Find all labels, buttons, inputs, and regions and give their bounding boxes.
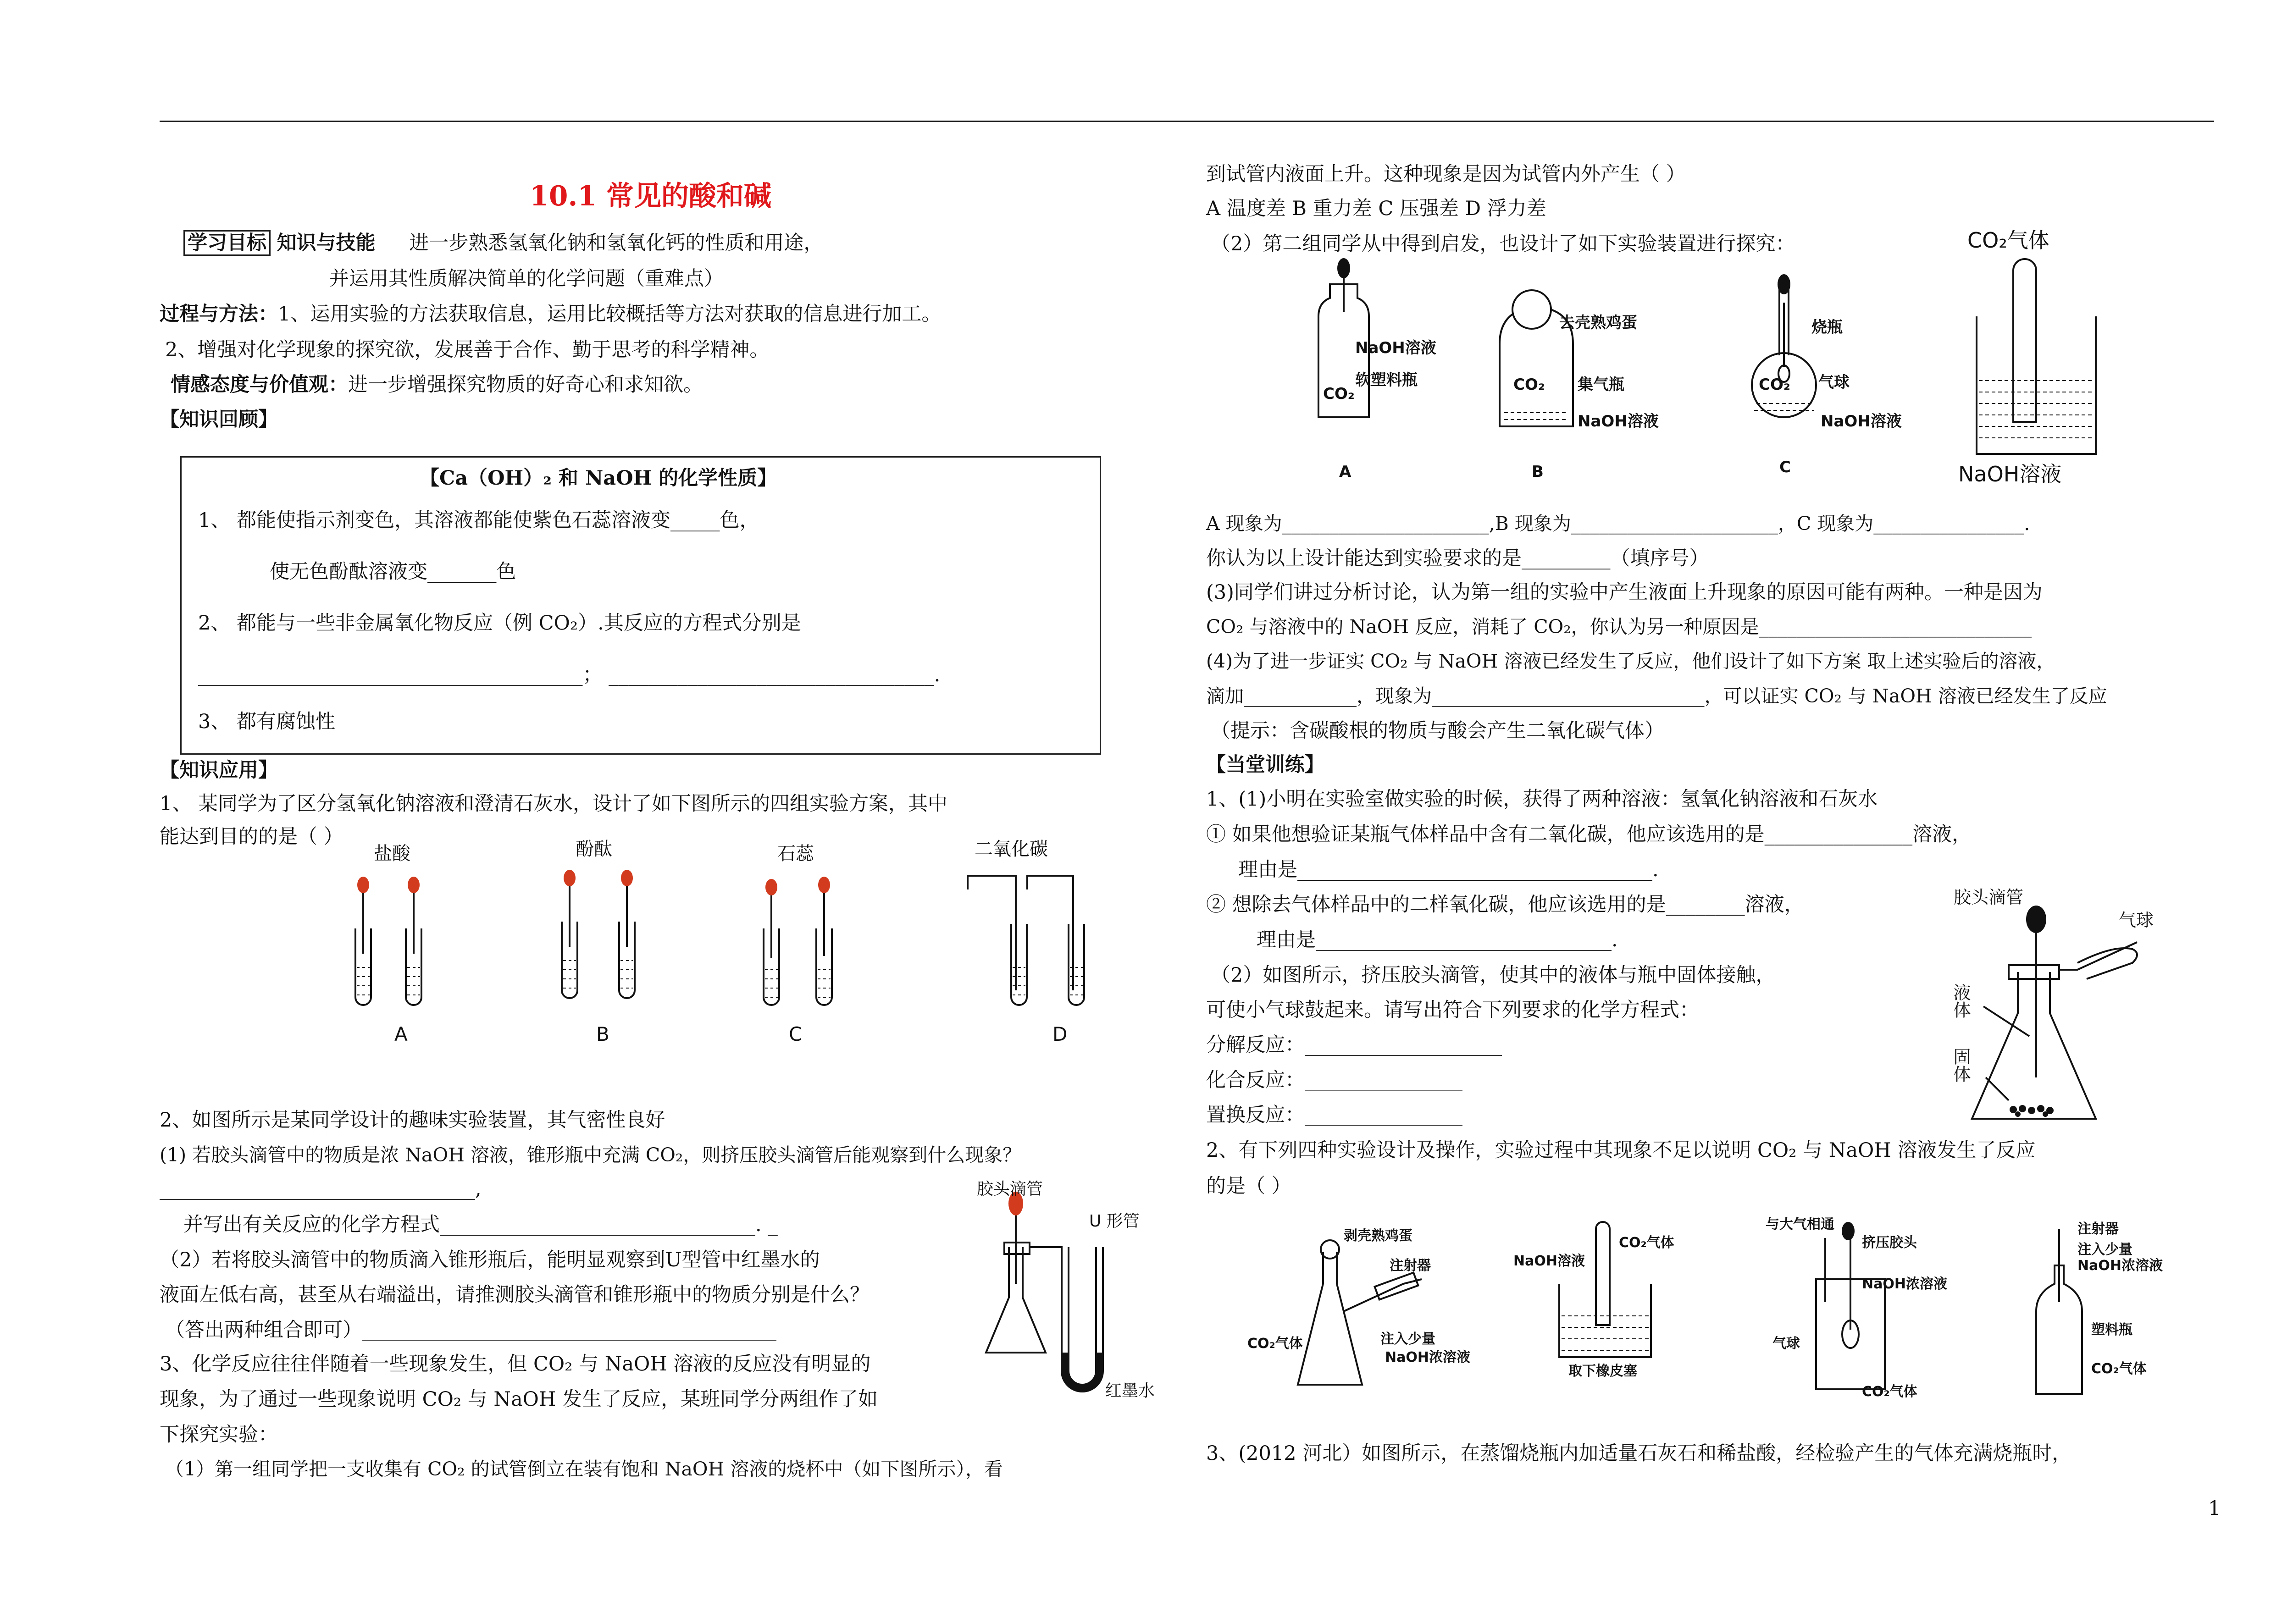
- t-line-5: 理由是______________________________.: [1257, 928, 1618, 951]
- r-line-7: CO₂ 与溶液中的 NaOH 反应，消耗了 CO₂，你认为另一种原因是_____________________________: [1206, 616, 2032, 638]
- r-line-2: A 温度差 B 重力差 C 压强差 D 浮力差: [1206, 197, 1546, 220]
- reagent-label: 二氧化碳: [975, 839, 1048, 860]
- flask-label: 固体: [1950, 1048, 1971, 1083]
- review-box-title: 【Ca（OH）₂ 和 NaOH 的化学性质】: [420, 467, 777, 490]
- q2-line-4: 并写出有关反应的化学方程式________________________________. _: [183, 1213, 778, 1236]
- page-number: 1: [2208, 1497, 2221, 1520]
- apparatus-label: NaOH溶液: [1821, 412, 1902, 431]
- reagent-label: 石蕊: [777, 843, 814, 864]
- flask-label: 液体: [1950, 983, 1971, 1018]
- design-label: 塑料瓶: [2091, 1322, 2132, 1338]
- process-heading: 过程与方法：: [160, 303, 278, 326]
- flask-dropper-balloon-figure: [1940, 885, 2169, 1132]
- design-label: 注入少量: [2077, 1242, 2132, 1258]
- design-label: 气球: [1772, 1336, 1800, 1352]
- design-label: 注入少量: [1380, 1331, 1435, 1347]
- q2-line-3: ________________________________,: [160, 1177, 482, 1200]
- apparatus-label: 气球: [1818, 373, 1850, 392]
- t-line-13: 3、(2012 河北）如图所示，在蒸馏烧瓶内加适量石灰石和稀盐酸，经检验产生的气体充满烧瓶时，: [1206, 1442, 2072, 1465]
- process-line-2: 2、增强对化学现象的探究欲，发展善于合作、勤于思考的科学精神。: [165, 338, 770, 361]
- apparatus-label: C: [1779, 458, 1791, 476]
- review-item-1b: 使无色酚酞溶液变_______色: [270, 560, 516, 583]
- design-label: CO₂气体: [2091, 1361, 2147, 1377]
- attitude-line: [171, 373, 703, 397]
- t-line-10: 置换反应：________________: [1206, 1104, 1462, 1127]
- t-line-7: 可使小气球鼓起来。请写出符合下列要求的化学方程式：: [1206, 999, 1699, 1022]
- r-line-6: (3)同学们讲过分析讨论，认为第一组的实验中产生液面上升现象的原因可能有两种。一种是因为: [1206, 581, 2043, 604]
- design-label: 挤压胶头: [1862, 1235, 1917, 1251]
- option-label: D: [1052, 1023, 1068, 1045]
- r-line-1: 到试管内液面上升。这种现象是因为试管内外产生（ ）: [1206, 163, 1686, 186]
- q2-line-7: （答出两种组合即可）__________________________________________: [165, 1319, 776, 1342]
- q3-line-1: 3、化学反应往往伴随着一些现象发生，但 CO₂ 与 NaOH 溶液的反应没有明显的: [160, 1353, 871, 1375]
- process-text: 1、运用实验的方法获取信息，运用比较概括等方法对获取的信息进行加工。: [278, 303, 942, 326]
- design-label: CO₂气体: [1247, 1336, 1303, 1352]
- apparatus-label: CO₂: [1323, 385, 1355, 403]
- t-line-3: 理由是____________________________________.: [1238, 858, 1659, 881]
- flask-label: 胶头滴管: [1954, 887, 2024, 907]
- review-item-1: 1、 都能使指示剂变色，其溶液都能使紫色石蕊溶液变_____色，: [198, 509, 759, 532]
- apparatus-label: CO₂: [1513, 376, 1545, 394]
- t-line-9: 化合反应：________________: [1206, 1069, 1462, 1092]
- attitude-text: 进一步增强探究物质的好奇心和求知欲。: [348, 373, 703, 396]
- q3-line-2: 现象，为了通过一些现象说明 CO₂ 与 NaOH 发生了反应，某班同学分两组作了如: [160, 1388, 878, 1411]
- design-label: 注射器: [1390, 1258, 1431, 1274]
- design-label: CO₂气体: [1619, 1235, 1674, 1251]
- t-line-12: 的是（ ）: [1206, 1175, 1291, 1198]
- t-line-11: 2、有下列四种实验设计及操作，实验过程中其现象不足以说明 CO₂ 与 NaOH 溶液发生了反应: [1206, 1139, 2036, 1162]
- apparatus-figure-abcd: [1302, 215, 2174, 491]
- design-label: NaOH浓溶液: [1862, 1276, 1947, 1292]
- t-line-1: 1、(1)小明在实验室做实验的时候，获得了两种溶液：氢氧化钠溶液和石灰水: [1206, 788, 1878, 811]
- apparatus-label: A: [1339, 463, 1351, 481]
- header-rule: [160, 121, 2214, 122]
- r-line-9: 滴加____________，现象为_____________________________，可以证实 CO₂ 与 NaOH 溶液已经发生了反应: [1206, 685, 2107, 707]
- q2-line-5: （2）若将胶头滴管中的物质滴入锥形瓶后，能明显观察到U型管中红墨水的: [160, 1248, 820, 1271]
- q2-line-2: (1) 若胶头滴管中的物质是浓 NaOH 溶液，锥形瓶中充满 CO₂，则挤压胶头滴管后能观察到什么现象？: [160, 1144, 1022, 1166]
- r-line-3: （2）第二组同学从中得到启发，也设计了如下实验装置进行探究：: [1211, 232, 1795, 255]
- page-title: 10.1 常见的酸和碱: [530, 180, 772, 212]
- design-label: 取下橡皮塞: [1568, 1363, 1637, 1379]
- design-label: NaOH溶液: [1513, 1253, 1585, 1269]
- review-item-3: 3、 都有腐蚀性: [198, 710, 336, 733]
- attitude-heading: 情感态度与价值观：: [171, 373, 348, 396]
- q2-flask-utube-figure: [977, 1178, 1179, 1403]
- q3-line-4: （1）第一组同学把一支收集有 CO₂ 的试管倒立在装有饱和 NaOH 溶液的烧杯中（如下图所示），看: [165, 1458, 1003, 1480]
- goal-text: 进一步熟悉氢氧化钠和氢氧化钙的性质和用途，: [409, 232, 824, 254]
- apparatus-label: B: [1532, 463, 1544, 481]
- apparatus-label: 软塑料瓶: [1355, 371, 1418, 389]
- option-label: B: [596, 1023, 609, 1045]
- design-label: 剥壳熟鸡蛋: [1344, 1228, 1412, 1244]
- flask-label: 气球: [2119, 910, 2154, 930]
- apparatus-label: NaOH溶液: [1958, 462, 2062, 486]
- review-heading: 【知识回顾】: [160, 408, 278, 431]
- apparatus-label: 烧瓶: [1811, 318, 1843, 337]
- r-line-10: （提示：含碳酸根的物质与酸会产生二氧化碳气体）: [1211, 719, 1664, 742]
- q1-line-1: 1、 某同学为了区分氢氧化钠溶液和澄清石灰水，设计了如下图所示的四组实验方案，其中: [160, 792, 948, 815]
- apply-heading: 【知识应用】: [160, 759, 278, 782]
- goals-line-1: [183, 232, 823, 255]
- four-designs-figure: [1238, 1210, 2210, 1403]
- fig-label: 红墨水: [1105, 1381, 1155, 1400]
- review-item-2: 2、 都能与一些非金属氧化物反应（例 CO₂）.其反应的方程式分别是: [198, 612, 801, 635]
- apparatus-label: NaOH溶液: [1355, 339, 1436, 357]
- apparatus-label: CO₂: [1759, 376, 1790, 394]
- apparatus-label: NaOH溶液: [1578, 412, 1659, 431]
- t-line-2: ① 如果他想验证某瓶气体样品中含有二氧化碳，他应该选用的是_______________溶液，: [1206, 823, 1972, 846]
- t-line-6: （2）如图所示，挤压胶头滴管，使其中的液体与瓶中固体接触，: [1211, 964, 1776, 987]
- r-line-5: 你认为以上设计能达到实验要求的是_________（填序号）: [1206, 547, 1709, 570]
- q1-line-2: 能达到目的的是（ ）: [160, 825, 343, 848]
- t-line-8: 分解反应：____________________: [1206, 1033, 1502, 1056]
- design-label: NaOH浓溶液: [2077, 1258, 2163, 1274]
- review-item-2-blanks: _______________________________________； _________________________________.: [198, 663, 941, 686]
- reagent-label: 盐酸: [374, 843, 410, 864]
- goals-tag: 学习目标: [183, 230, 271, 256]
- goal-text-2: 并运用其性质解决简单的化学问题（重难点）: [329, 267, 724, 290]
- r-line-4: A 现象为______________________,B 现象为______________________，C 现象为________________.: [1206, 513, 2030, 535]
- reagent-label: 酚酞: [576, 839, 612, 860]
- q3-line-3: 下探究实验：: [160, 1423, 278, 1446]
- training-heading: 【当堂训练】: [1206, 753, 1324, 776]
- fig-label: U 形管: [1089, 1212, 1140, 1231]
- fig-label: 胶头滴管: [977, 1180, 1043, 1199]
- t-line-4: ② 想除去气体样品中的二样氧化碳，他应该选用的是________溶液，: [1206, 893, 1804, 916]
- apparatus-label: CO₂气体: [1967, 228, 2049, 253]
- design-label: CO₂气体: [1862, 1384, 1917, 1400]
- design-label: 与大气相通: [1766, 1216, 1834, 1232]
- q2-line-1: 2、如图所示是某同学设计的趣味实验装置，其气密性良好: [160, 1109, 665, 1132]
- option-label: C: [789, 1023, 803, 1045]
- r-line-8: (4)为了进一步证实 CO₂ 与 NaOH 溶液已经发生了反应，他们设计了如下方案 取上述实验后的溶液，: [1206, 650, 2055, 672]
- goal-heading: 知识与技能: [277, 232, 376, 254]
- option-label: A: [394, 1023, 408, 1045]
- process-line-1: [160, 303, 941, 326]
- apparatus-label: 去壳熟鸡蛋: [1559, 314, 1637, 332]
- apparatus-label: 集气瓶: [1578, 376, 1624, 394]
- q1-test-tubes-figure: [339, 839, 1119, 1059]
- q2-line-6: 液面左低右高，甚至从右端溢出，请推测胶头滴管和锥形瓶中的物质分别是什么？: [160, 1283, 870, 1306]
- design-label: NaOH浓溶液: [1385, 1349, 1470, 1365]
- design-label: 注射器: [2077, 1221, 2119, 1237]
